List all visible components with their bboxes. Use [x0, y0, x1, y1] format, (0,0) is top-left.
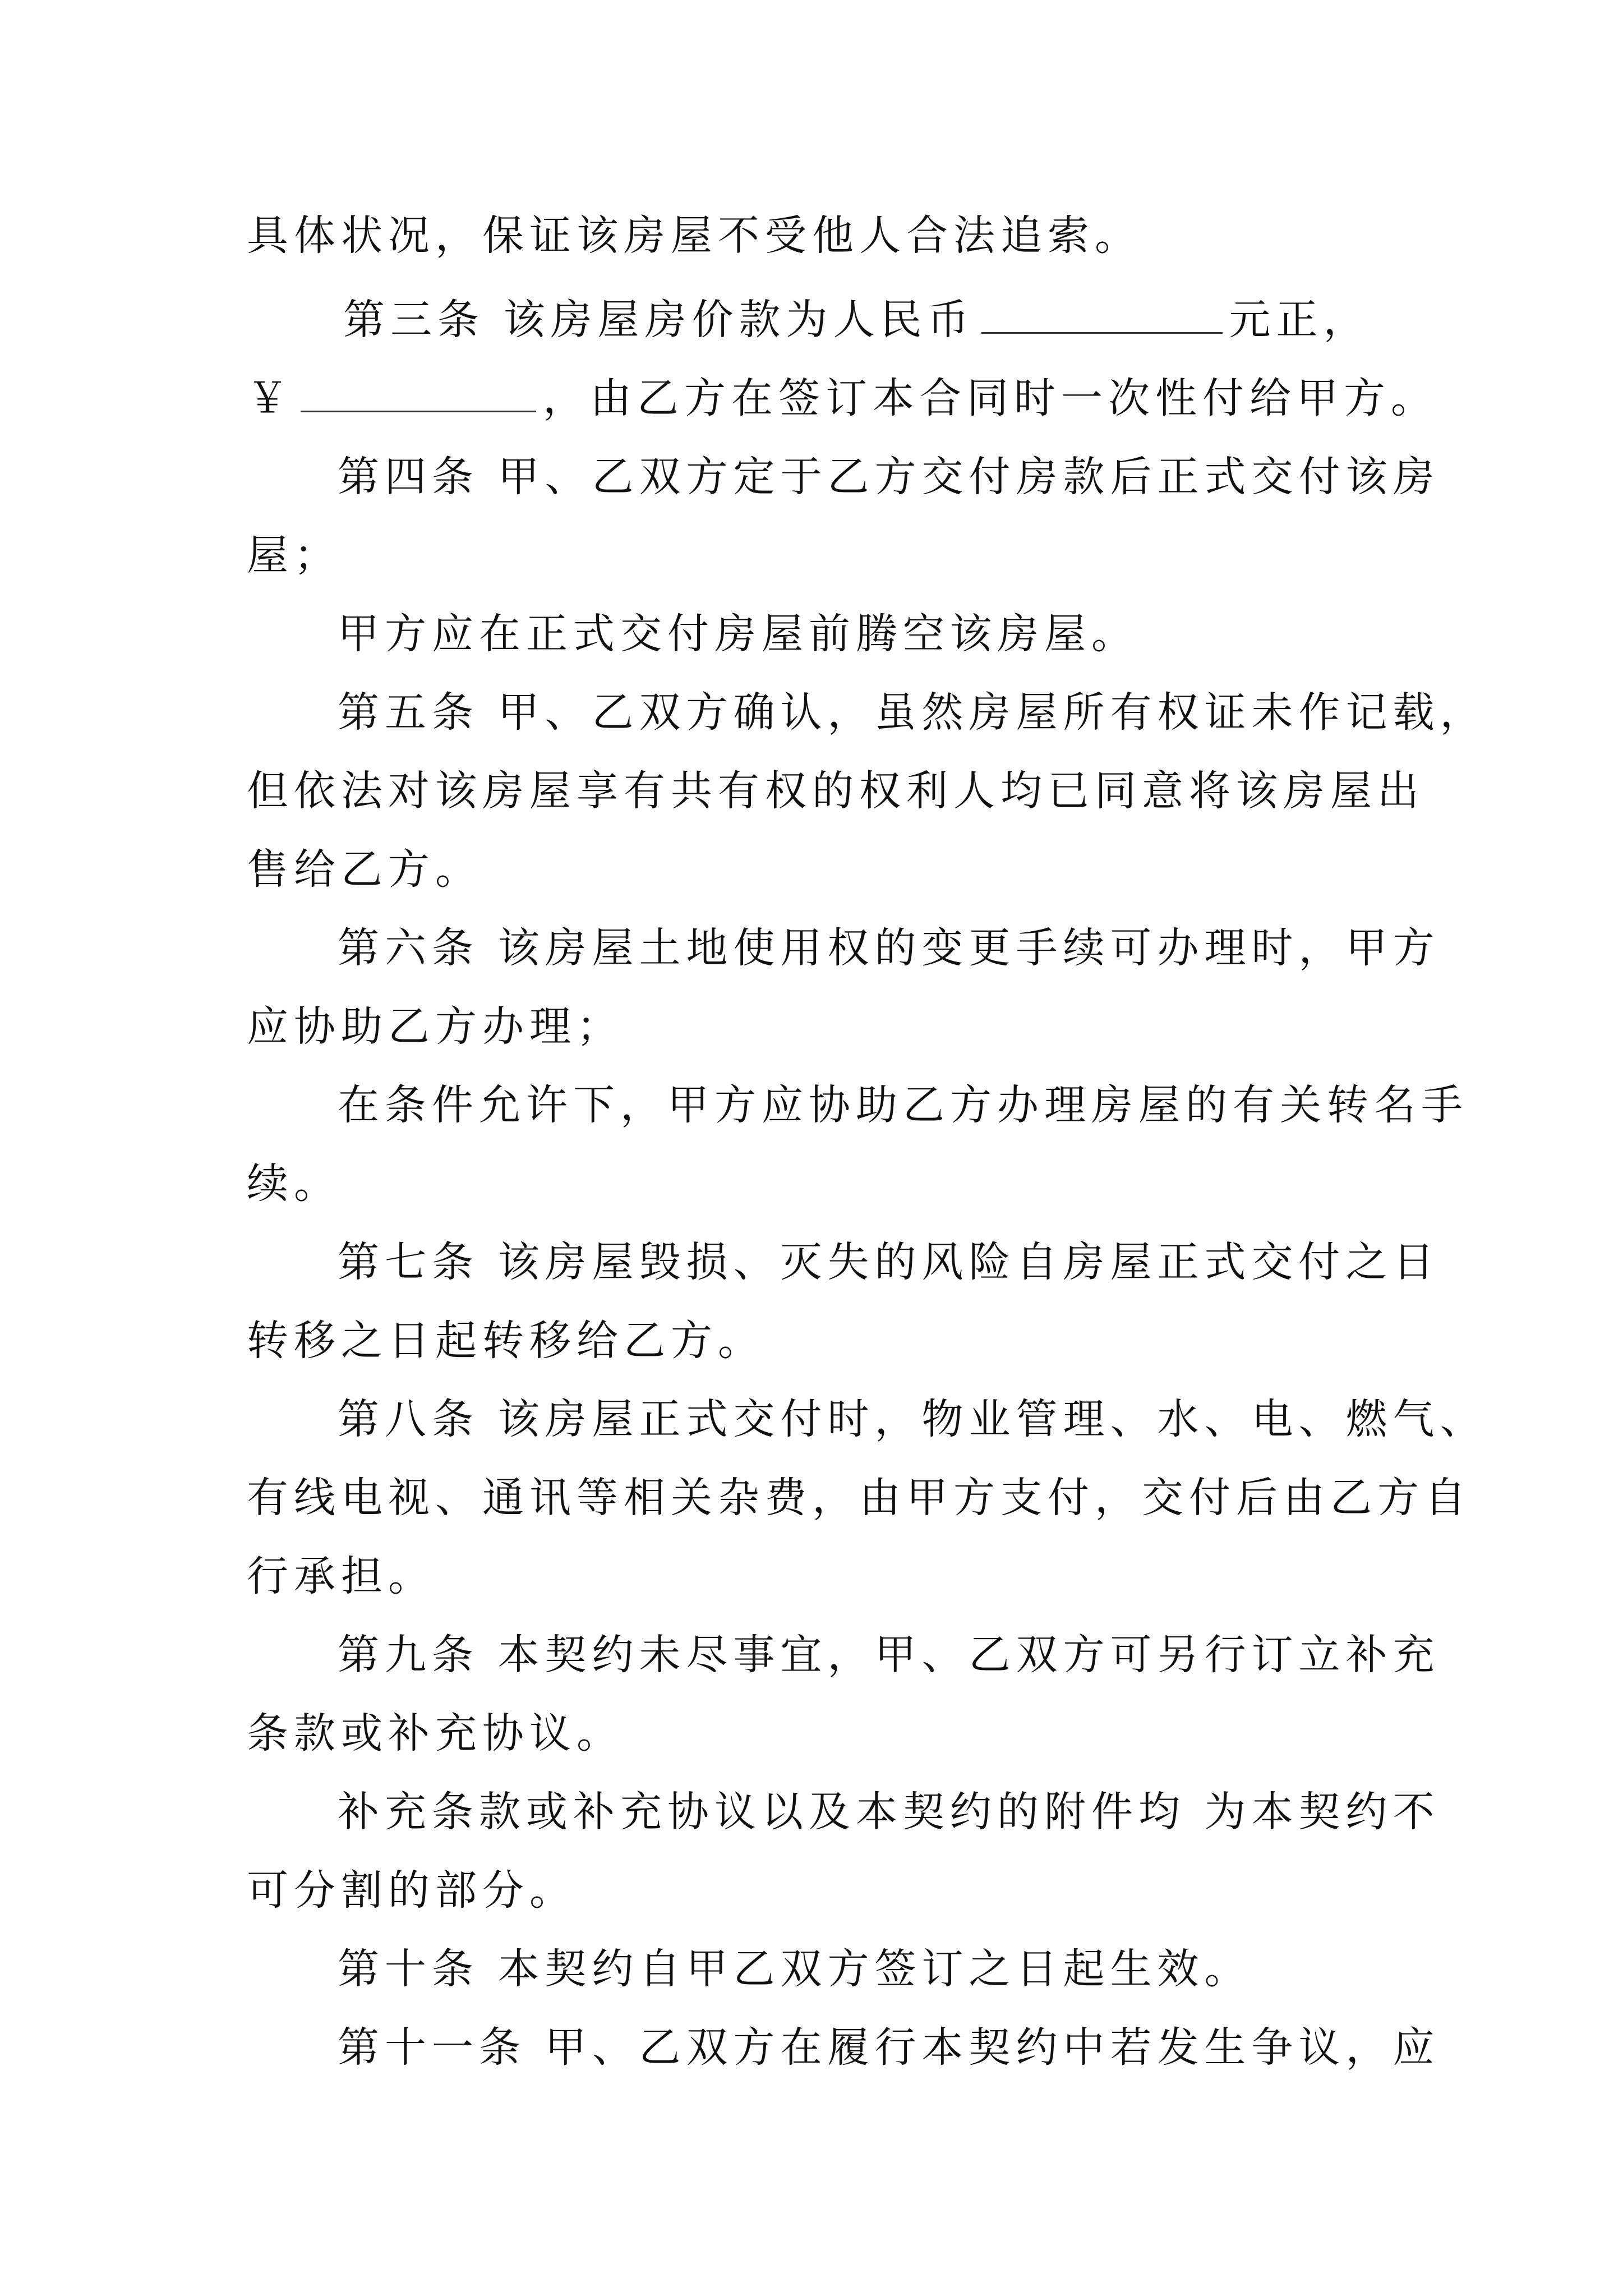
clause-9-line-3: 补充条款或补充协议以及本契约的附件均 为本契约不 — [338, 1788, 1440, 1836]
currency-symbol: ￥ — [247, 374, 294, 422]
clause-5-line-2: 但依法对该房屋享有共有权的权利人均已同意将该房屋出 — [247, 767, 1424, 815]
clause-7-line-2: 转移之日起转移给乙方。 — [247, 1317, 765, 1365]
clause-6-line-3: 在条件允许下，甲方应协助乙方办理房屋的有关转名手 — [338, 1081, 1468, 1129]
clause-9-line-4: 可分割的部分。 — [247, 1866, 577, 1915]
price-blank-field — [981, 296, 1223, 334]
clause-8-line-1: 第八条 该房屋正式交付时，物业管理、水、电、燃气、 — [338, 1395, 1487, 1443]
clause-3-payment-text: ，由乙方在签订本合同时一次性付给甲方。 — [543, 374, 1438, 422]
amount-blank-field — [301, 375, 536, 412]
clause-11-line-1: 第十一条 甲、乙双方在履行本契约中若发生争议，应 — [338, 2023, 1440, 2072]
clause-3-line-1 — [343, 286, 1409, 353]
clause-8-line-2: 有线电视、通讯等相关杂费，由甲方支付，交付后由乙方自 — [247, 1474, 1472, 1522]
clause-6-line-2: 应协助乙方办理； — [247, 1002, 624, 1051]
clause-4-line-2: 屋； — [247, 531, 341, 579]
body-text-line: 具体状况，保证该房屋不受他人合法追索。 — [247, 211, 1142, 260]
clause-7-line-1: 第七条 该房屋毁损、灭失的风险自房屋正式交付之日 — [338, 1238, 1440, 1286]
clause-6-line-4: 续。 — [247, 1159, 341, 1208]
clause-3-text: 第三条 该房屋房价款为人民币 — [343, 296, 975, 344]
clause-3-line-2 — [247, 365, 1438, 432]
clause-8-line-3: 行承担。 — [247, 1552, 435, 1600]
clause-10-line: 第十条 本契约自甲乙双方签订之日起生效。 — [338, 1945, 1252, 1993]
clause-4-line-3: 甲方应在正式交付房屋前腾空该房屋。 — [338, 610, 1138, 658]
clause-9-line-2: 条款或补充协议。 — [247, 1709, 624, 1757]
clause-6-line-1: 第六条 该房屋土地使用权的变更手续可办理时，甲方 — [338, 924, 1440, 972]
clause-3-yuan-text: 元正， — [1229, 296, 1371, 344]
clause-5-line-3: 售给乙方。 — [247, 845, 482, 894]
clause-9-line-1: 第九条 本契约未尽事宜，甲、乙双方可另行订立补充 — [338, 1631, 1440, 1679]
clause-4-line-1: 第四条 甲、乙双方定于乙方交付房款后正式交付该房 — [338, 453, 1440, 501]
clause-5-line-1: 第五条 甲、乙双方确认，虽然房屋所有权证未作记载， — [338, 688, 1487, 737]
